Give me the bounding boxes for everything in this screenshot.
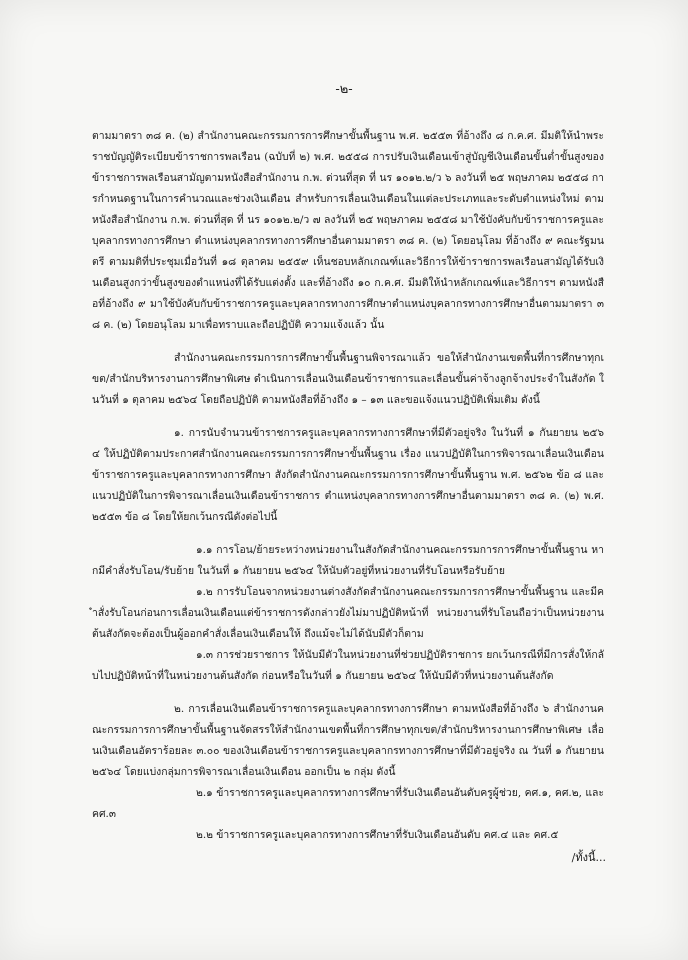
paragraph-item-1-1: ๑.๑ การโอน/ย้ายระหว่างหน่วยงานในสังกัดสำนักงานคณะกรรมการการศึกษาขั้นพื้นฐาน หากมีคำสั่งรับโอน/รับย้าย ในวันที่ ๑ กันยายน ๒๕๖๔ ให้นับตัวอยู่ที่หน่วยงานที่รับโอนหรือรับย้าย [92, 544, 604, 577]
paragraph-item-2: ๒. การเลื่อนเงินเดือนข้าราชการครูและบุคลากรทางการศึกษา ตามหนังสือที่อ้างถึง ๖ สำนักงานคณะกรรมการการศึกษาขั้นพื้นฐานจัดสรรให้สำนักงานเขตพื้นที่การศึกษาทุกเขต/สำนักบริหารงานการศึกษาพิเศษ เลื่อนเงินเดือนอัตราร้อยละ ๓.๐๐ ของเงินเดือนข้าราชการครูและบุคลากรทางการศึกษาที่มีตัวอยู่จริง ณ วันที่ ๑ กันยายน ๒๕๖๔ โดยแบ่งกลุ่มการพิจารณาเลื่อนเงินเดือน ออกเป็น ๒ กลุ่ม ดังนี้ [92, 703, 604, 778]
continued-marker: /ทั้งนี้... [571, 851, 606, 864]
paragraph-reference-continuation: ตามมาตรา ๓๘ ค. (๒) สำนักงานคณะกรรมการการศึกษาขั้นพื้นฐาน พ.ศ. ๒๕๕๓ ที่อ้างถึง ๘ ก.ค.ศ. มีมติให้นำพระราชบัญญัติระเบียบข้าราชการพลเรือน (ฉบับที่ ๒) พ.ศ. ๒๕๕๘ การปรับเงินเดือนเข้าสู่บัญชีเงินเดือนขั้นต่ำขั้นสูงของข้าราชการพลเรือนสามัญตามหนังสือสำนักงาน ก.พ. ด่วนที่สุด ที่ นร ๑๐๑๒.๒/ว ๖ ลงวันที่ ๒๕ พฤษภาคม ๒๕๕๘ การกำหนดฐานในการคำนวณและช่วงเงินเดือน สำหรับการเลื่อนเงินเดือนในแต่ละประเภทและระดับตำแหน่งใหม่ ตามหนังสือสำนักงาน ก.พ. ด่วนที่สุด ที่ นร ๑๐๑๒.๒/ว ๗ ลงวันที่ ๒๕ พฤษภาคม ๒๕๕๘ มาใช้บังคับกับข้าราชการครูและบุคลากรทางการศึกษา ตำแหน่งบุคลากรทางการศึกษาอื่นตามมาตรา ๓๘ ค. (๒) โดยอนุโลม ที่อ้างถึง ๙ คณะรัฐมนตรี ตามมติที่ประชุมเมื่อวันที่ ๑๘ ตุลาคม ๒๕๕๙ เห็นชอบหลักเกณฑ์และวิธีการให้ข้าราชการพลเรือนสามัญได้รับเงินเดือนสูงกว่าขั้นสูงของตำแหน่งที่ได้รับแต่งตั้ง และที่อ้างถึง ๑๐ ก.ค.ศ. มีมติให้นำหลักเกณฑ์และวิธีการฯ ตามหนังสือที่อ้างถึง ๙ มาใช้บังคับกับข้าราชการครูและบุคลากรทางการศึกษาตำแหน่งบุคลากรทางการศึกษาอื่นตามมาตรา ๓๘ ค. (๒) โดยอนุโลม มาเพื่อทราบและถือปฏิบัติ ความแจ้งแล้ว นั้น [92, 130, 604, 331]
paragraph-item-1: ๑. การนับจำนวนข้าราชการครูและบุคลากรทางการศึกษาที่มีตัวอยู่จริง ในวันที่ ๑ กันยายน ๒๕๖๔ ให้ปฏิบัติตามประกาศสำนักงานคณะกรรมการการศึกษาขั้นพื้นฐาน เรื่อง แนวปฏิบัติในการพิจารณาเลื่อนเงินเดือนข้าราชการครูและบุคลากรทางการศึกษา สังกัดสำนักงานคณะกรรมการการศึกษาขั้นพื้นฐาน พ.ศ. ๒๕๖๒ ข้อ ๘ และแนวปฏิบัติในการพิจารณาเลื่อนเงินเดือนข้าราชการ ตำแหน่งบุคลากรทางการศึกษาอื่นตามมาตรา ๓๘ ค. (๒) พ.ศ. ๒๕๕๓ ข้อ ๘ โดยให้ยกเว้นกรณีดังต่อไปนี้ [92, 427, 604, 523]
document-body [92, 126, 604, 846]
paragraph-item-2-2: ๒.๒ ข้าราชการครูและบุคลากรทางการศึกษาที่รับเงินเดือนอันดับ คศ.๔ และ คศ.๕ [196, 829, 559, 841]
paragraph-item-1-3: ๑.๓ การช่วยราชการ ให้นับมีตัวในหน่วยงานที่ช่วยปฏิบัติราชการ ยกเว้นกรณีที่มีการสั่งให้กลับไปปฏิบัติหน้าที่ในหน่วยงานต้นสังกัด ก่อนหรือในวันที่ ๑ กันยายน ๒๕๖๔ ให้นับมีตัวที่หน่วยงานต้นสังกัด [92, 649, 604, 682]
page-number: -๒- [335, 82, 353, 97]
paragraph-item-1-2: ๑.๒ การรับโอนจากหน่วยงานต่างสังกัดสำนักงานคณะกรรมการการศึกษาขั้นพื้นฐาน และมีคำสั่งรับโอนก่อนการเลื่อนเงินเดือนแต่ข้าราชการดังกล่าวยังไม่มาปฏิบัติหน้าที่ หน่วยงานที่รับโอนถือว่าเป็นหน่วยงานต้นสังกัดจะต้องเป็นผู้ออกคำสั่งเลื่อนเงินเดือนให้ ถึงแม้จะไม่ได้นับมีตัวก็ตาม [92, 586, 604, 640]
paragraph-item-2-1: ๒.๑ ข้าราชการครูและบุคลากรทางการศึกษาที่รับเงินเดือนอันดับครูผู้ช่วย, คศ.๑, คศ.๒, และ คศ.๓ [92, 787, 604, 820]
paragraph-instruction: สำนักงานคณะกรรมการการศึกษาขั้นพื้นฐานพิจารณาแล้ว ขอให้สำนักงานเขตพื้นที่การศึกษาทุกเขต/สำนักบริหารงานการศึกษาพิเศษ ดำเนินการเลื่อนเงินเดือนข้าราชการและเลื่อนขั้นค่าจ้างลูกจ้างประจำในสังกัด ในวันที่ ๑ ตุลาคม ๒๕๖๔ โดยถือปฏิบัติ ตามหนังสือที่อ้างถึง ๑ – ๑๓ และขอแจ้งแนวปฏิบัติเพิ่มเติม ดังนี้ [92, 352, 604, 406]
